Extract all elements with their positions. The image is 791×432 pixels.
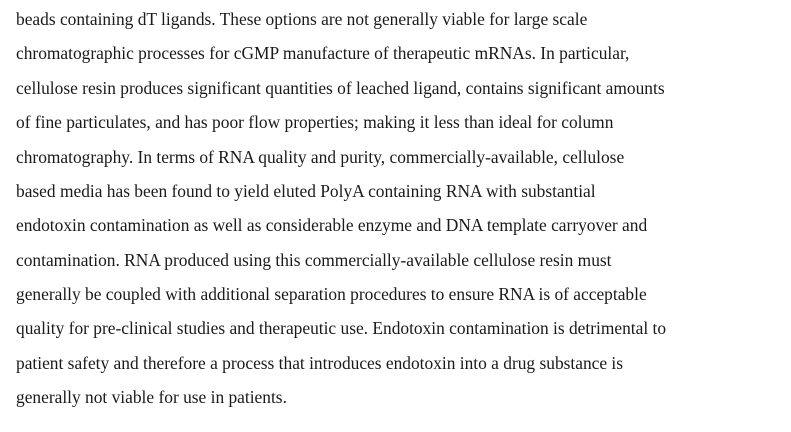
paragraph-line: generally not viable for use in patients. <box>16 387 287 407</box>
paragraph-line: endotoxin contamination as well as considerable enzyme and DNA template carryover and <box>16 215 648 235</box>
paragraph-line: contamination. RNA produced using this commercially-available cellulose resin must <box>16 250 612 270</box>
paragraph-line: quality for pre-clinical studies and therapeutic use. Endotoxin contamination is detrimental to <box>16 318 667 338</box>
paragraph-line: based media has been found to yield eluted PolyA containing RNA with substantial <box>16 181 596 201</box>
paragraph-line: patient safety and therefore a process that introduces endotoxin into a drug substance is <box>16 353 624 373</box>
paragraph-line: of fine particulates, and has poor flow properties; making it less than ideal for column <box>16 112 614 132</box>
paragraph-line: beads containing dT ligands. These options are not generally viable for large scale <box>16 9 588 29</box>
paragraph-line: chromatography. In terms of RNA quality and purity, commercially-available, cellulose <box>16 147 625 167</box>
paragraph-line: cellulose resin produces significant quantities of leached ligand, contains significant amounts <box>16 78 665 98</box>
paragraph-line: chromatographic processes for cGMP manufacture of therapeutic mRNAs. In particular, <box>16 43 630 63</box>
paragraph-line: generally be coupled with additional separation procedures to ensure RNA is of acceptable <box>16 284 647 304</box>
